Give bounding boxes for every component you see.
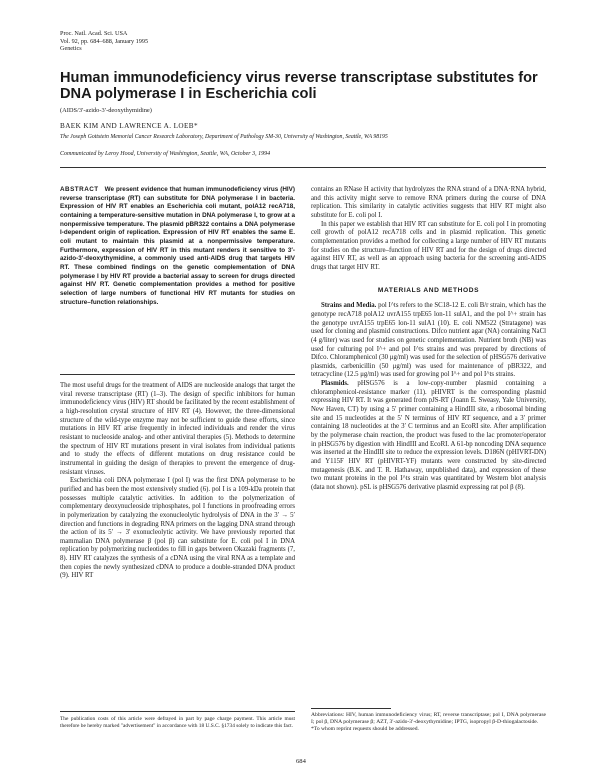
intro-paragraph-3: contains an RNase H activity that hydrolyzes the RNA strand of a DNA·RNA hybrid, and this activity might serve to remove RNA primers during the course of DNA replication. This similarity in catalytic activities suggests that HIV RT might also substitute for E. coli pol I.: [311, 186, 546, 219]
left-column: [60, 382, 295, 581]
publication-cost-footnote: The publication costs of this article were defrayed in part by page charge payment. This article must therefore be hereby marked "advertisement" in accordance with 18 U.S.C. §1734 solely to indicate this fact.: [60, 716, 295, 729]
methods-heading: MATERIALS AND METHODS: [377, 286, 480, 294]
right-footnotes: [311, 712, 546, 732]
right-column: [311, 186, 546, 493]
journal-volume: Vol. 92, pp. 684–688, January 1995: [60, 37, 149, 45]
paper-title: Human immunodeficiency virus reverse transcriptase substitutes for DNA polymerase I in Escherichia coli: [60, 70, 538, 102]
communicated-by: Communicated by Leroy Hood, University of Washington, Seattle, WA, October 3, 1994: [60, 151, 271, 157]
page-number: 684: [296, 758, 306, 765]
footnote-rule-left: [60, 711, 295, 712]
methods-strains-text: pol I^ts refers to the SC18-12 E. coli B/r strain, which has the genotype recA718 polA12 uvrA155 trpE65 lon-11 sulA1, and the pol I^+ strain has the genotype uvrA155 trpE65 lon-11 sulA1 (10). E. coli NM522 (Stratagene) was used for cloning and plasmid constructions. Difco nutrient agar (NA) containing NaCl (4 g/liter) was used for studies on genetic complementation. Nutrient broth (NB) was used for culturing pol I^+ and pol I^ts strains and was prepared by directions of Difco. Chloramphenicol (30 μg/ml) was used for the selection of pHSG576 derivative plasmids, carbenicillin (50 μg/ml) was used for maintenance of pBR322, and tetracycline (12.5 μg/ml) was used for growing pol I^+ and pol I^ts strains.: [311, 302, 547, 379]
methods-strains-paragraph: [311, 302, 546, 380]
intro-paragraph-1: The most useful drugs for the treatment of AIDS are nucleoside analogs that target the viral reverse transcriptase (RT) (1–3). The design of specific inhibitors for human immunodeficiency virus (HIV) RT should be facilitated by the recent establishment of a high-resolution crystal structure of HIV RT (4). However, the three-dimensional structure of the wild-type enzyme may not be sufficient to guide these efforts, since mutations in HIV RT arise frequently in infected individuals and render the virus resistant to nucleoside analog- and other antiviral therapies (5). Methods to determine the spectrum of HIV RT mutations present in viral isolates from individual patients and to study the effects of different mutations on drug resistance could be instrumental in guiding the design of therapies to prevent the emergence of drug-resistant viruses.: [60, 382, 295, 476]
author-affiliation: The Joseph Gottstein Memorial Cancer Research Laboratory, Department of Pathology SM-30, University of Washington, Seattle, WA 98195: [60, 134, 388, 140]
methods-plasmids-paragraph: [311, 380, 546, 493]
abstract-label: ABSTRACT: [60, 186, 99, 193]
paper-authors: BAEK KIM AND LAWRENCE A. LOEB*: [60, 122, 198, 130]
intro-paragraph-4: In this paper we establish that HIV RT can substitute for E. coli pol I in promoting cell growth of polA12 recA718 cells and in plasmid replication. This genetic complementation provides a method for collecting a large number of HIV RT mutants for studies on the structure–function of HIV RT and for the design of drugs directed against HIV RT, as well as an approach using bacteria for the screening anti-AIDS drugs that target HIV RT.: [311, 220, 546, 271]
journal-header: [60, 30, 148, 53]
abbreviations-footnote: Abbreviations: HIV, human immunodeficiency virus; RT, reverse transcriptase; pol I, DNA polymerase I; pol β, DNA polymerase β; AZT, 3′-azido-3′-deoxythymidine; IPTG, isopropyl β-D-thiogalactoside.: [311, 712, 546, 725]
abstract-text: We present evidence that human immunodeficiency virus (HIV) reverse transcriptase (RT) can substitute for DNA polymerase I in bacteria. Expression of HIV RT enables an Escherichia coli mutant, polA12 recA718, containing a temperature-sensitive mutation in DNA polymerase I, to grow at a nonpermissive temperature. The plasmid pBR322 contains a DNA polymerase I-dependent origin of replication. Expression of HIV RT enables the same E. coli mutant to maintain this plasmid at a nonpermissive temperature. Furthermore, expression of HIV RT in this mutant renders it sensitive to 3′-azido-3′-deoxythymidine, a commonly used anti-AIDS drug that targets HIV RT. These combined findings on the genetic complementation of DNA polymerase I by HIV RT provide a bacterial assay to screen for drugs directed against HIV RT. Genetic complementation provides a method for positive selection of large numbers of functional HIV RT mutants for studies on structure–function relationships.: [60, 186, 295, 306]
abstract: [60, 186, 295, 307]
methods-plasmids-heading: Plasmids.: [321, 380, 349, 388]
abstract-rule: [60, 374, 295, 375]
methods-plasmids-text: pHSG576 is a low-copy-number plasmid containing a chloramphenicol-resistance marker (11). pHIVRT is the corresponding plasmid expressing HIV RT. It was generated from pJS-RT (Joann E. Sweasy, Yale University, New Haven, CT) by using a 5′ primer containing a HindIII site, a ribosomal binding site and 15 nucleotides at the 5′ N terminus of HIV RT sequence, and a 3′ primer containing 18 nucleotides at the 3′ C terminus and an EcoRI site. After amplification by the polymerase chain reaction, the product was fused to the lac promoter/operator in pHSG576 by digestion with HindIII and EcoRI. A 61-bp noncoding DNA sequence was inserted at the HindIII site to reduce the expression levels. D186N (pHIVRT-DN) and Y115F HIV RT (pHIVRT-YF) mutants were constructed by site-directed mutagenesis (B.K. and T. R. Hathaway, unpublished data), and expression of these two mutant proteins in the pol I^ts strain was quantitated by Western blot analysis (data not shown). pSL is pHSG576 derivative plasmid expressing rat pol β (8).: [311, 380, 546, 491]
journal-name: Proc. Natl. Acad. Sci. USA: [60, 30, 128, 37]
journal-section: Genetics: [60, 45, 82, 53]
intro-paragraph-2: Escherichia coli DNA polymerase I (pol I) was the first DNA polymerase to be purified and has been the most extensively studied (6). pol I is a 109-kDa protein that possesses multiple catalytic activities. In addition to the polymerization of complementary deoxynucleoside triphosphates, pol I functions in proofreading errors in polymerization by catalyzing the exonucleolytic hydrolysis of DNA in the 3′ → 5′ direction and functions in degrading RNA primers on the lagging DNA strand through the action of its 5′ → 3′ exonucleolytic activity. We have previously reported that mammalian DNA polymerase β (pol β) can substitute for E. coli pol I in DNA replication by polymerizing nucleotides to fill in gaps between Okazaki fragments (7, 8). HIV RT catalyzes the synthesis of a cDNA using the viral RNA as a template and then copies the newly synthesized cDNA to produce a double-stranded DNA product (9). HIV RT: [60, 477, 295, 580]
correspondence-footnote: *To whom reprint requests should be addressed.: [311, 725, 419, 732]
paper-keywords: (AIDS/3′-azido-3′-deoxythymidine): [60, 107, 152, 114]
footnote-rule-right: [311, 708, 391, 709]
top-rule: [60, 167, 546, 168]
methods-strains-heading: Strains and Media.: [321, 302, 377, 310]
